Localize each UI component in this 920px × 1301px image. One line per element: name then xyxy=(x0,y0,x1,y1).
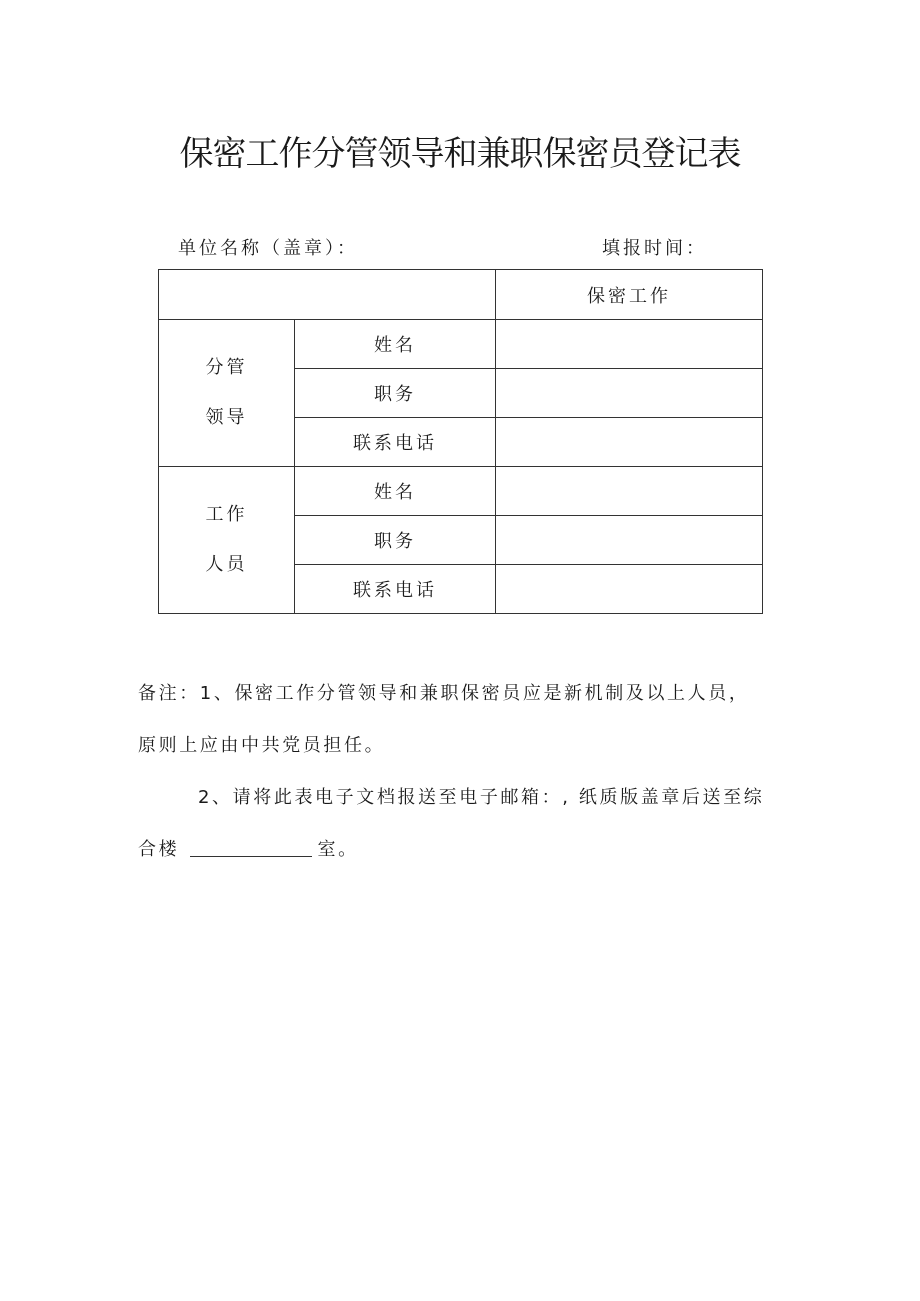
field-label: 职务 xyxy=(295,516,496,565)
field-label: 联系电话 xyxy=(295,565,496,614)
table-header-row xyxy=(159,270,763,320)
leader-position-field[interactable] xyxy=(496,369,763,418)
group-label-line: 人员 xyxy=(205,554,248,575)
notes-section xyxy=(138,668,798,876)
fill-date-label: 填报时间： xyxy=(602,238,707,259)
page-title: 保密工作分管领导和兼职保密员登记表 xyxy=(179,134,741,174)
field-label: 姓名 xyxy=(295,320,496,369)
registration-table xyxy=(158,269,763,614)
group-label-line: 领导 xyxy=(205,407,248,428)
staff-phone-field[interactable] xyxy=(496,565,763,614)
note-line: 备注：1、保密工作分管领导和兼职保密员应是新机制及以上人员， xyxy=(138,683,750,704)
group-label-line: 分管 xyxy=(205,357,248,378)
group-label-leader xyxy=(159,320,295,467)
room-number-blank[interactable] xyxy=(190,838,312,857)
note-line: 2、请将此表电子文档报送至电子邮箱：, 纸质版盖章后送至综 xyxy=(198,787,765,808)
leader-phone-field[interactable] xyxy=(496,418,763,467)
table-row xyxy=(159,320,763,369)
unit-name-label: 单位名称（盖章）： xyxy=(178,238,358,259)
table-row xyxy=(159,467,763,516)
field-label: 联系电话 xyxy=(295,418,496,467)
staff-name-field[interactable] xyxy=(496,467,763,516)
header-blank-cell xyxy=(159,270,496,320)
header-confidential-work: 保密工作 xyxy=(496,270,763,320)
note-room-prefix: 合楼 xyxy=(138,839,180,860)
group-label-staff xyxy=(159,467,295,614)
group-label-line: 工作 xyxy=(205,504,248,525)
note-line: 原则上应由中共党员担任。 xyxy=(138,735,386,756)
note-line-room xyxy=(138,824,798,876)
staff-position-field[interactable] xyxy=(496,516,763,565)
field-label: 职务 xyxy=(295,369,496,418)
field-label: 姓名 xyxy=(295,467,496,516)
leader-name-field[interactable] xyxy=(496,320,763,369)
note-room-suffix: 室。 xyxy=(317,839,359,860)
